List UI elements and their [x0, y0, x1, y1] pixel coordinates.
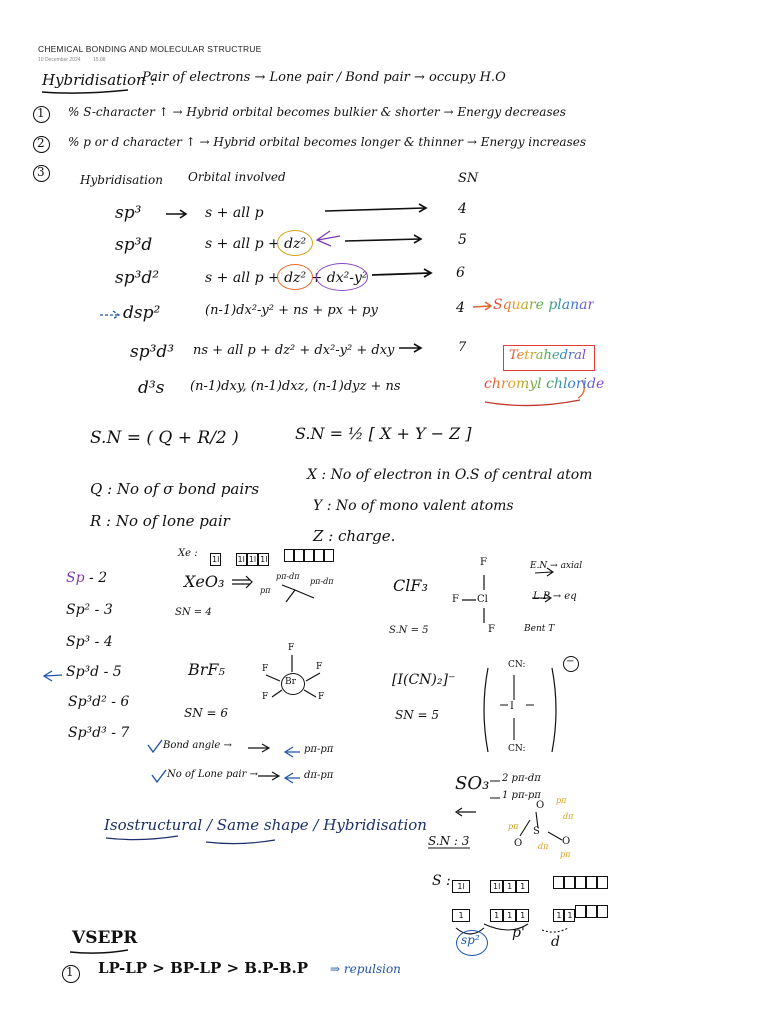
xe-cell: 1l [212, 555, 220, 564]
xeo3-sn: SN = 4 [175, 607, 212, 618]
sn-list-sp3d2-value: 6 [120, 694, 130, 710]
icn2-charge: − [566, 656, 575, 667]
square-planar-note: Square planar [493, 297, 595, 313]
xe-config-cells [210, 547, 334, 566]
table-row-5-hyb: sp³d³ [130, 342, 175, 362]
p-label: p' [512, 925, 525, 941]
so3-label-ppi-right: pπ [560, 850, 571, 859]
ppi-ppi-note: pπ-pπ [304, 744, 334, 755]
vsepr-order: LP-LP > BP-LP > B.P-B.P [98, 959, 309, 977]
so3-label-ppi-left: pπ [508, 822, 519, 831]
sn-list-sp3d3-hyb: Sp³d³ [68, 725, 107, 741]
sn-list-sp3d2: Sp³d² - 6 [68, 694, 130, 710]
so3-excited-cell [597, 905, 608, 918]
d-label: d [551, 934, 560, 950]
table-row-1-orb: s + all p [205, 205, 264, 221]
sn-list-sp3d-hyb: Sp³d [66, 664, 100, 680]
xe-cell [284, 549, 294, 562]
so3-excited-cell: 1 [564, 909, 575, 922]
brf5-f-lower-right: F [318, 692, 325, 702]
so3-excited-cells [452, 903, 608, 922]
y-definition: Y : No of mono valent atoms [313, 498, 514, 514]
table-row-1-hyb: sp³ [115, 203, 142, 223]
sn-list-sp-value: 2 [98, 570, 108, 586]
xeo3-formula: XeO₃ [184, 572, 225, 591]
dz2-highlight-circle [277, 230, 313, 256]
table-row-4-hyb: dsp² [123, 303, 161, 323]
clf3-atom-top: F [480, 557, 487, 568]
so3-label-ppi-top: pπ [556, 796, 567, 805]
so3-excited-cell: 1 [516, 909, 529, 922]
vsepr-repulsion-note: ⇒ repulsion [330, 962, 401, 976]
xe-cell [304, 549, 314, 562]
sn-list-sp3d2-hyb: Sp³d² [68, 694, 107, 710]
so3-sn: S.N : 3 [428, 834, 470, 848]
note-title: CHEMICAL BONDING AND MOLECULAR STRUCTRUE [38, 44, 262, 54]
sn-list-sp3d: Sp³d - 5 [66, 664, 122, 680]
so3-ground-cell [575, 876, 586, 889]
table-row-6-hyb: d³s [138, 378, 165, 398]
sn-list-sp3d-value: 5 [112, 664, 122, 680]
lone-pair-note: No of Lone pair → [167, 769, 258, 780]
so3-ground-cell: 1l [490, 880, 503, 893]
sn-list-sp3-hyb: Sp³ [66, 634, 91, 650]
clf3-atom-left: F [452, 594, 459, 605]
icn2-atom-top: CN: [508, 660, 526, 670]
table-row-3-sn: 6 [456, 265, 465, 281]
r-definition: R : No of lone pair [90, 512, 230, 530]
note-date: 10 December 2024 [38, 57, 81, 63]
table-row-5-sn: 7 [458, 340, 467, 355]
so3-excited-cell: 1 [490, 909, 503, 922]
dpi-ppi-note: dπ-pπ [304, 770, 334, 781]
hybridisation-text: Pair of electrons → Lone pair / Bond pair → occupy H.O [142, 70, 506, 85]
sn-list-sp3: Sp³ - 4 [66, 634, 113, 650]
so3-excited-cell: 1 [503, 909, 516, 922]
so3-excited-cell [586, 905, 597, 918]
point-1-text: % S-character ↑ → Hybrid orbital becomes bulkier & shorter → Energy decreases [68, 105, 566, 119]
clf3-atom-bottom: F [488, 624, 495, 635]
sp2-label: sp² [461, 933, 480, 947]
brf5-f-top: F [288, 643, 295, 653]
table-row-3-orb: s + all p + dz² + dx²-y² [205, 270, 368, 286]
point-3-number: 3 [37, 165, 45, 179]
so3-note-2: 1 pπ-pπ [502, 790, 541, 801]
point-2-number: 2 [37, 136, 45, 150]
sn-list-sp: Sp - 2 [66, 570, 108, 586]
dz2-highlight-circle-2 [277, 264, 313, 290]
table-row-1-sn: 4 [458, 201, 467, 217]
sn-list-sp2-hyb: Sp² [66, 602, 91, 618]
xe-cell [324, 549, 334, 562]
so3-formula: SO₃ [455, 773, 490, 794]
sn-list-sp3-value: 4 [103, 634, 113, 650]
table-row-5-orb: ns + all p + dz² + dx²-y² + dxy [193, 343, 395, 358]
hybridisation-heading: Hybridisation : [42, 71, 156, 89]
sn-list-sp2-value: 3 [103, 602, 113, 618]
sn-formula-1: S.N = ( Q + R/2 ) [90, 428, 239, 448]
so3-atom-o-top: O [536, 800, 545, 811]
xe-cell: 1l [248, 555, 257, 564]
icn2-atom-center: I [510, 701, 514, 712]
so3-ground-cell: 1 [516, 880, 529, 893]
xeo3-label-2: pπ-dπ [276, 572, 300, 581]
table-row-4-orb: (n-1)dx²-y² + ns + px + py [205, 303, 378, 318]
z-definition: Z : charge. [313, 527, 396, 545]
brf5-f-right: F [316, 662, 323, 672]
vsepr-item-number: 1 [66, 965, 74, 979]
brf5-f-left: F [262, 664, 269, 674]
point-2-text: % p or d character ↑ → Hybrid orbital becomes longer & thinner → Energy increases [68, 135, 586, 149]
lp-eq-note: L.P → eq [533, 591, 577, 602]
isostructural-note: Isostructural / Same shape / Hybridisation [104, 816, 427, 834]
so3-atom-o-left: O [514, 838, 523, 849]
chromyl-chloride-note: chromyl chloride [484, 376, 605, 392]
tetrahedral-label: Tetrahedral [509, 348, 587, 363]
note-time: 15:08 [93, 57, 106, 63]
brf5-center-atom: Br [285, 677, 296, 687]
en-axial-note: E.N → axial [530, 561, 583, 571]
table-header-orbital: Orbital involved [188, 170, 286, 184]
so3-ground-cell: 1 [503, 880, 516, 893]
so3-excited-cell [575, 905, 586, 918]
xeo3-label-1: pπ [260, 586, 271, 595]
table-row-4-sn: 4 [456, 300, 465, 316]
so3-ground-cell [564, 876, 575, 889]
xe-cell [314, 549, 324, 562]
so3-atom-o-right: O [562, 836, 571, 847]
so3-note-1: 2 pπ-dπ [502, 773, 541, 784]
so3-ground-cells [452, 874, 608, 893]
so3-ground-cell: 1l [452, 880, 470, 893]
vsepr-heading: VSEPR [72, 928, 138, 948]
q-definition: Q : No of σ bond pairs [90, 480, 260, 498]
sn-list-sp3d3-value: 7 [120, 725, 130, 741]
xeo3-label-3: pπ-dπ [310, 577, 334, 586]
clf3-atom-center: Cl [477, 594, 488, 605]
table-header-sn: SN [458, 171, 479, 186]
brf5-sn: SN = 6 [184, 706, 229, 720]
so3-ground-cell [586, 876, 597, 889]
sn-formula-2: S.N = ½ [ X + Y − Z ] [295, 424, 472, 443]
so3-s-label: S : [432, 873, 451, 889]
dx2y2-highlight-circle [316, 263, 368, 291]
sn-list-sp2: Sp² - 3 [66, 602, 113, 618]
x-definition: X : No of electron in O.S of central atom [307, 467, 593, 483]
table-row-3-hyb: sp³d² [115, 268, 160, 288]
table-row-2-sn: 5 [458, 232, 467, 248]
bent-t-label: Bent T [524, 624, 555, 634]
so3-excited-cell: 1 [553, 909, 564, 922]
table-row-2-hyb: sp³d [115, 235, 153, 255]
brf5-formula: BrF₅ [188, 660, 225, 679]
table-header-hybridisation: Hybridisation [80, 173, 163, 187]
sn-list-sp-hyb: Sp [66, 570, 85, 586]
table-row-6-orb: (n-1)dxy, (n-1)dxz, (n-1)dyz + ns [190, 379, 401, 394]
clf3-formula: ClF₃ [393, 576, 428, 595]
so3-ground-cell [553, 876, 564, 889]
table-row-2-orb: s + all p + dz² [205, 236, 307, 252]
xe-cell: 1l [237, 555, 245, 564]
so3-label-dpi-bottom: dπ [538, 842, 549, 851]
xe-config-label: Xe : [178, 548, 198, 559]
icn2-formula: [I(CN)₂]⁻ [392, 672, 456, 688]
xe-cell [294, 549, 304, 562]
sn-list-sp3d3: Sp³d³ - 7 [68, 725, 130, 741]
so3-atom-s: S [533, 826, 540, 837]
so3-excited-cell: 1 [452, 909, 470, 922]
xe-cell: 1l [260, 555, 268, 564]
brf5-f-lower-left: F [262, 692, 269, 702]
icn2-sn: SN = 5 [395, 708, 440, 722]
clf3-sn: S.N = 5 [389, 625, 429, 636]
bond-angle-note: Bond angle → [163, 740, 232, 751]
point-1-number: 1 [37, 106, 45, 120]
so3-label-dpi-top: dπ [563, 812, 574, 821]
so3-ground-cell [597, 876, 608, 889]
icn2-atom-bottom: CN: [508, 744, 526, 754]
